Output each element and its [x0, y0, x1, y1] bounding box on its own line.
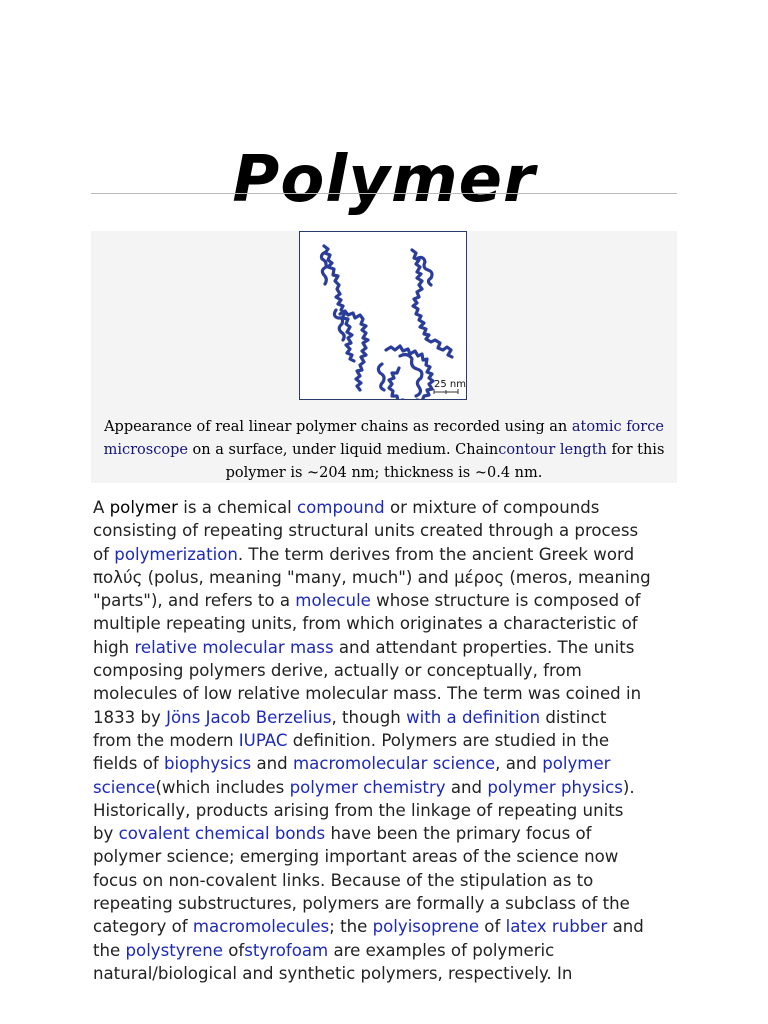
- article-text: polymer science; emerging important areas of the science now: [93, 847, 619, 867]
- article-link[interactable]: polymer physics: [487, 777, 623, 797]
- article-link[interactable]: macromolecules: [192, 917, 330, 937]
- article-line: [93, 729, 683, 752]
- article-line: [93, 799, 683, 822]
- article-text: fields of: [93, 754, 164, 774]
- article-link[interactable]: biophysics: [164, 754, 252, 774]
- article-text: is a chemical: [177, 498, 298, 517]
- caption-link-atomic-force[interactable]: atomic force: [571, 419, 664, 435]
- article-text: of: [223, 940, 245, 960]
- article-link[interactable]: covalent chemical bonds: [118, 824, 326, 844]
- article-link[interactable]: styrofoam: [244, 940, 329, 960]
- caption-text: Appearance of real linear polymer chains as recorded using an: [104, 419, 572, 435]
- article-text: are examples of polymeric: [328, 940, 555, 960]
- article-text: or mixture of compounds: [384, 498, 600, 517]
- article-text: category of: [93, 917, 193, 937]
- article-text: ; the: [329, 917, 373, 937]
- article-line: [93, 636, 683, 659]
- article-line: [93, 589, 683, 612]
- article-link[interactable]: polystyrene: [125, 940, 223, 960]
- article-text: focus on non-covalent links. Because of the stipulation as to: [93, 870, 594, 890]
- article-line: [93, 659, 683, 682]
- article-text: natural/biological and synthetic polymers, respectively. In: [93, 963, 573, 983]
- article-line: [93, 752, 683, 775]
- article-line: [93, 869, 683, 892]
- polymer-chains-graphic: [300, 232, 466, 399]
- article-link[interactable]: compound: [297, 498, 385, 517]
- article-text: whose structure is composed of: [370, 591, 641, 611]
- caption-line-2: [91, 439, 677, 462]
- article-text: multiple repeating units, from which originates a characteristic of: [93, 614, 638, 634]
- article-text: of: [479, 917, 506, 937]
- article-link[interactable]: latex rubber: [505, 917, 608, 937]
- article-text: from the modern: [93, 730, 239, 750]
- article-link[interactable]: polymerization: [114, 544, 238, 564]
- article-text: , and: [495, 754, 543, 774]
- article-link[interactable]: polyisoprene: [372, 917, 480, 937]
- article-link[interactable]: macromolecular science: [292, 754, 496, 774]
- article-text: and: [251, 754, 293, 774]
- article-text: "parts"), and refers to a: [93, 591, 296, 611]
- caption-line-3: polymer is ~204 nm; thickness is ~0.4 nm.: [225, 465, 543, 481]
- title-divider: [91, 193, 677, 194]
- article-text: πολύς (polus, meaning "many, much") and μέρος (meros, meaning: [93, 567, 651, 587]
- article-link[interactable]: Jöns Jacob Berzelius: [166, 707, 332, 727]
- article-text: ).: [622, 777, 635, 797]
- article-line: [93, 939, 683, 962]
- figure-caption: [91, 416, 677, 485]
- article-link[interactable]: IUPAC: [238, 730, 288, 750]
- article-link[interactable]: relative molecular mass: [134, 637, 334, 657]
- article-link[interactable]: molecule: [295, 591, 371, 611]
- article-link[interactable]: science: [93, 777, 156, 797]
- article-text: consisting of repeating structural units created through a process: [93, 521, 639, 541]
- article-text: 1833 by: [93, 707, 167, 727]
- article-text: . The term derives from the ancient Greek word: [237, 544, 635, 564]
- article-text: repeating substructures, polymers are formally a subclass of the: [93, 894, 630, 914]
- article-text: composing polymers derive, actually or conceptually, from: [93, 661, 582, 681]
- article-line: [93, 776, 683, 799]
- article-text: the: [93, 940, 126, 960]
- article-line: [93, 892, 683, 915]
- article-text: by: [93, 824, 119, 844]
- article-text: , though: [331, 707, 407, 727]
- article-line: [93, 682, 683, 705]
- article-term: polymer: [109, 498, 178, 517]
- article-link[interactable]: polymer: [542, 754, 611, 774]
- article-text: Historically, products arising from the linkage of repeating units: [93, 800, 624, 820]
- article-link[interactable]: polymer chemistry: [289, 777, 446, 797]
- article-line: [93, 845, 683, 868]
- afm-polymer-image[interactable]: [299, 231, 467, 400]
- article-line: [93, 962, 683, 985]
- article-line: [93, 496, 683, 519]
- caption-line-1: [91, 416, 677, 439]
- caption-link-microscope[interactable]: microscope: [103, 442, 188, 458]
- article-line: [93, 543, 683, 566]
- article-text: of: [93, 544, 115, 564]
- article-text: (which includes: [155, 777, 290, 797]
- caption-text: for this: [606, 442, 665, 458]
- article-line: [93, 566, 683, 589]
- figure-box: [91, 231, 677, 483]
- article-line: [93, 519, 683, 542]
- caption-text: on a surface, under liquid medium. Chain: [187, 442, 499, 458]
- article-line: [93, 915, 683, 938]
- caption-link-contour-length[interactable]: contour length: [498, 442, 607, 458]
- article-line: [93, 612, 683, 635]
- scale-label: 25 nm: [434, 379, 466, 390]
- article-body: [93, 496, 683, 985]
- page-title: Polymer: [232, 142, 536, 217]
- article-link[interactable]: with a definition: [406, 707, 541, 727]
- article-text: and: [445, 777, 488, 797]
- article-text: and: [607, 917, 644, 937]
- article-text: A: [93, 498, 110, 517]
- article-text: and attendant properties. The units: [333, 637, 635, 657]
- article-text: have been the primary focus of: [325, 824, 592, 844]
- article-line: [93, 822, 683, 845]
- article-text: definition. Polymers are studied in the: [287, 730, 610, 750]
- article-text: molecules of low relative molecular mass. The term was coined in: [93, 684, 642, 704]
- article-text: high: [93, 637, 135, 657]
- article-line: [93, 706, 683, 729]
- article-text: distinct: [540, 707, 607, 727]
